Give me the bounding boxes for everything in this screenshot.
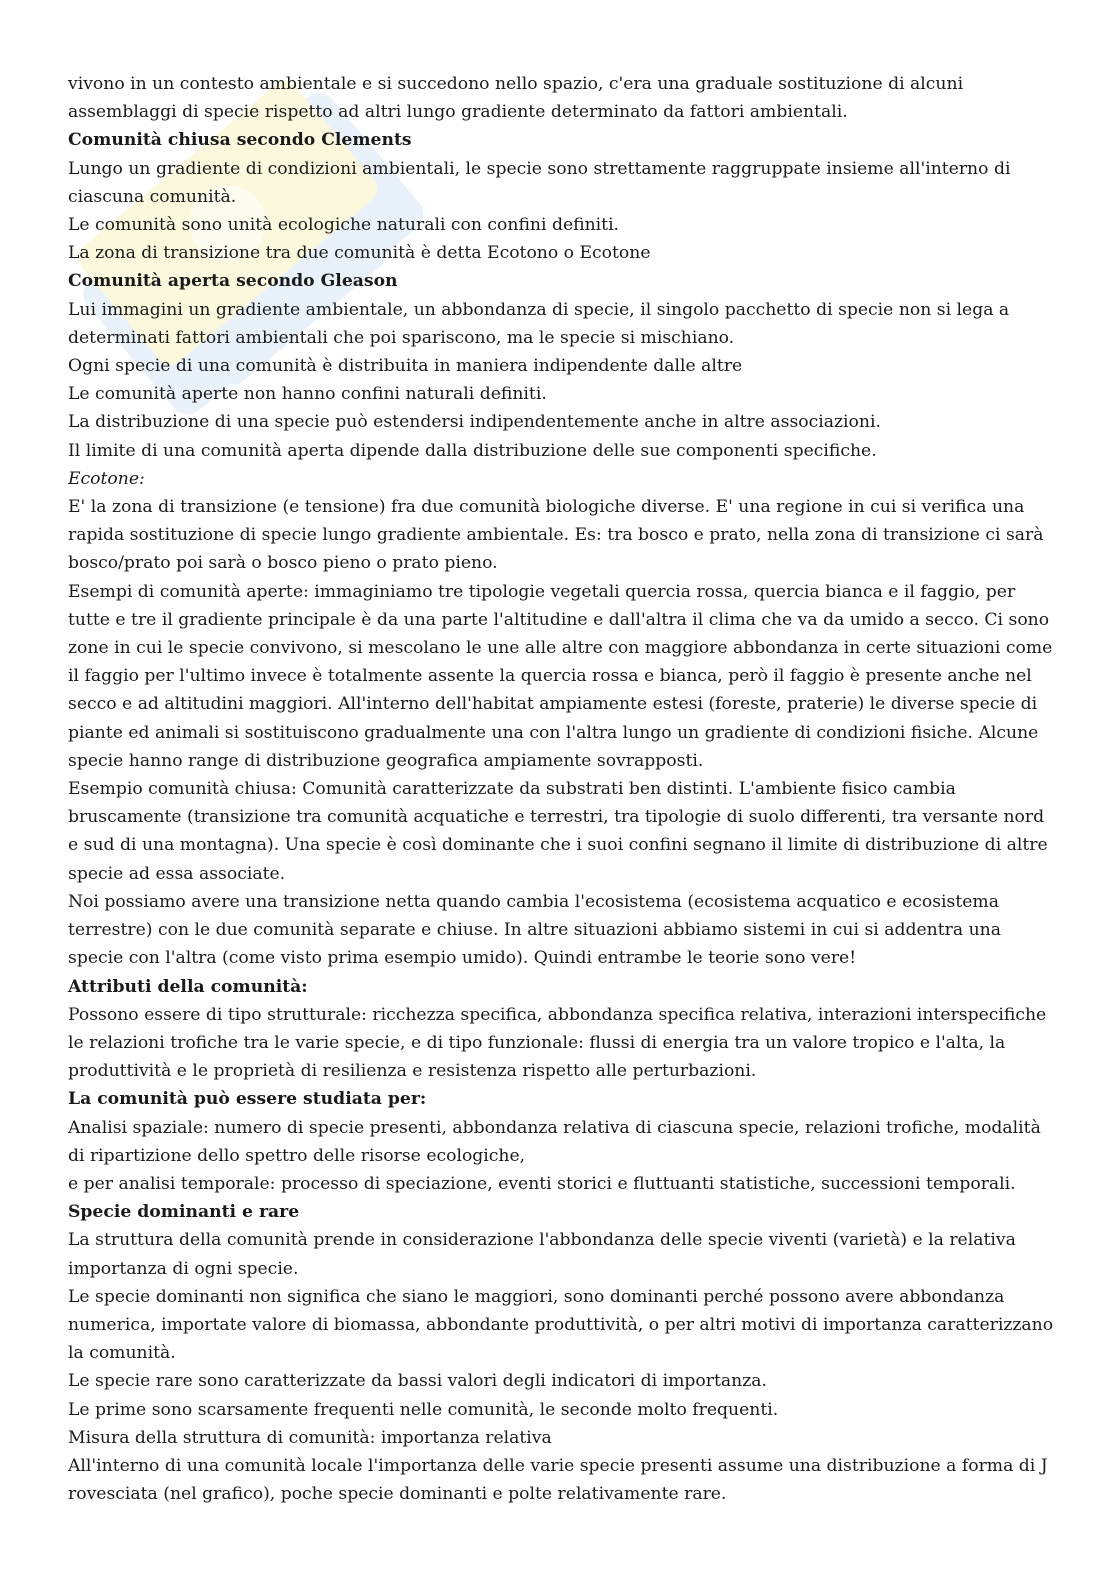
paragraph: All'interno di una comunità locale l'importanza delle varie specie presenti assume una distribuzione a forma di J rovesciata (nel grafico), poche specie dominanti e polte relativamente rare. — [68, 1455, 1048, 1505]
paragraph: Analisi spaziale: numero di specie presenti, abbondanza relativa di ciascuna specie, relazioni trofiche, modalità di ripartizione dello spettro delle risorse ecologiche, — [68, 1117, 1041, 1166]
paragraph: Esempi di comunità aperte: immaginiamo tre tipologie vegetali quercia rossa, quercia bianca e il faggio, per tutte e tre il gradiente principale è da una parte l'altitudine e dall'altra il clima che va da umido a secco. Ci sono zone in cui le specie convivono, si mescolano le une alle altre con maggiore abbondanza in certe situazioni come il faggio per l'ultimo invece è totalmente assente la quercia rossa e bianca, però il faggio è presente anche nel secco e ad altitudini maggiori. All'interno dell'habitat ampiamente estesi (foreste, praterie) le diverse specie di piante ed animali si sostituiscono gradualmente una con l'altra lungo un gradiente di condizioni fisiche. Alcune specie hanno range di distribuzione geografica ampiamente sovrapposti. — [68, 581, 1053, 771]
paragraph: Le prime sono scarsamente frequenti nelle comunità, le seconde molto frequenti. — [68, 1399, 779, 1420]
paragraph: Le comunità aperte non hanno confini naturali definiti. — [68, 384, 547, 405]
section-heading: Attributi della comunità: — [68, 976, 308, 997]
paragraph: Misura della struttura di comunità: importanza relativa — [68, 1427, 552, 1448]
section-heading: Comunità chiusa secondo Clements — [68, 130, 412, 151]
paragraph: Il limite di una comunità aperta dipende dalla distribuzione delle sue componenti specifiche. — [68, 440, 877, 461]
section-heading: La comunità può essere studiata per: — [68, 1089, 427, 1110]
paragraph: Noi possiamo avere una transizione netta quando cambia l'ecosistema (ecosistema acquatico e ecosistema terrestre) con le due comunità separate e chiuse. In altre situazioni abbiamo sistemi in cui si addentra una specie con l'altra (come visto prima esempio umido). Quindi entrambe le teorie sono vere! — [68, 891, 1001, 969]
paragraph: La struttura della comunità prende in considerazione l'abbondanza delle specie viventi (varietà) e la relativa importanza di ogni specie. — [68, 1230, 1016, 1279]
paragraph: vivono in un contesto ambientale e si succedono nello spazio, c'era una graduale sostituzione di alcuni assemblaggi di specie rispetto ad altri lungo gradiente determinato da fattori ambientali. — [68, 74, 964, 123]
paragraph: Lungo un gradiente di condizioni ambientali, le specie sono strettamente raggruppate insieme all'interno di ciascuna comunità. — [68, 158, 1011, 207]
paragraph: Possono essere di tipo strutturale: ricchezza specifica, abbondanza specifica relativa, interazioni interspecifiche le relazioni trofiche tra le varie specie, e di tipo funzionale: flussi di energia tra un valore tropico e l'alta, la produttività e le proprietà di resilienza e resistenza rispetto alle perturbazioni. — [68, 1004, 1047, 1082]
paragraph: E' la zona di transizione (e tensione) fra due comunità biologiche diverse. E' una regione in cui si verifica una rapida sostituzione di specie lungo gradiente ambientale. Es: tra bosco e prato, nella zona di transizione ci sarà bosco/prato poi sarà o bosco pieno o prato pieno. — [68, 497, 1044, 574]
paragraph: Le specie rare sono caratterizzate da bassi valori degli indicatori di importanza. — [68, 1371, 767, 1392]
paragraph: Le specie dominanti non significa che siano le maggiori, sono dominanti perché possono avere abbondanza numerica, importate valore di biomassa, abbondante produttività, o per altri motivi di importanza caratterizzano la comunità. — [68, 1286, 1054, 1364]
paragraph: Le comunità sono unità ecologiche naturali con confini definiti. — [68, 215, 620, 236]
section-heading: Comunità aperta secondo Gleason — [68, 271, 398, 292]
paragraph: Esempio comunità chiusa: Comunità caratterizzate da substrati ben distinti. L'ambiente fisico cambia bruscamente (transizione tra comunità acquatiche e terrestri, tra tipologie di suolo differenti, tra versante nord e sud di una montagna). Una specie è così dominante che i suoi confini segnano il limite di distribuzione di altre specie ad essa associate. — [68, 779, 1048, 884]
paragraph: e per analisi temporale: processo di speciazione, eventi storici e fluttuanti statistiche, successioni temporali. — [68, 1173, 1016, 1194]
paragraph: Ogni specie di una comunità è distribuita in maniera indipendente dalle altre — [68, 356, 743, 377]
document-body — [68, 70, 1054, 1508]
paragraph: La zona di transizione tra due comunità è detta Ecotono o Ecotone — [68, 243, 651, 264]
paragraph: Lui immagini un gradiente ambientale, un abbondanza di specie, il singolo pacchetto di specie non si lega a determinati fattori ambientali che poi spariscono, ma le specie si mischiano. — [68, 299, 1010, 348]
paragraph: La distribuzione di una specie può estendersi indipendentemente anche in altre associazioni. — [68, 412, 881, 433]
section-heading: Specie dominanti e rare — [68, 1202, 300, 1223]
italic-label: Ecotone: — [68, 468, 145, 489]
